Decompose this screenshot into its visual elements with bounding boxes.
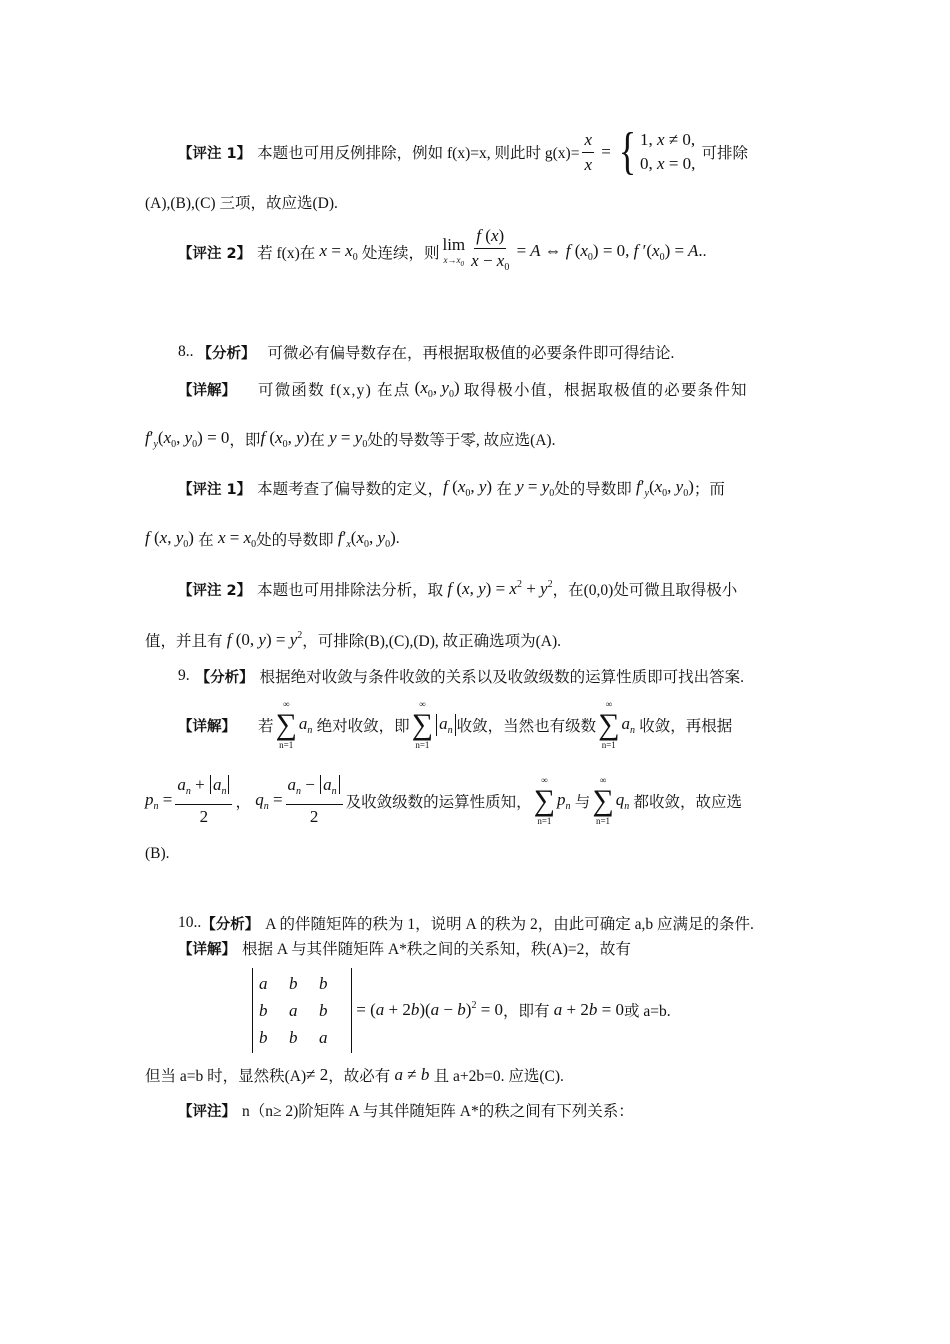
remark2-end: . — [702, 243, 707, 260]
q10-remark-text: n（n≥ 2)阶矩阵 A 与其伴随矩阵 A*的秩之间有下列关系： — [242, 1103, 634, 1120]
q8-remark2-text: 本题也可用排除法分析，取 — [257, 582, 444, 599]
remark1-text: 本题也可用反例排除，例如 f(x)=x, 则此时 g(x)= — [257, 145, 580, 162]
piecewise-cases: { 1, x ≠ 0, 0, x = 0, — [618, 123, 696, 180]
detail-label: 【详解】 — [178, 718, 236, 735]
q8-detail-text: 可微函数 f(x,y) 在点 — [258, 382, 411, 399]
remark-label: 【评注 1】 — [178, 145, 252, 162]
remark2-line: 【评注 2】 若 f(x)在 $x = x_0$ 处连续，则 lim $x\to x_0$ $\frac{f (x)}{x - x_0}$ = A ⇔ f $(x_0) = 0$, f $'(x_0) = A$. . — [178, 225, 707, 279]
det-entry: b — [289, 1027, 298, 1047]
q10-text: 或 a=b. — [623, 1003, 671, 1020]
q9-text: 收敛，当然也有级数 — [456, 718, 597, 735]
det-entry: b — [319, 973, 328, 993]
remark-label: 【评注】 — [178, 1103, 236, 1120]
analysis-label: 【分析】 — [201, 916, 260, 933]
det-entry: a — [289, 1000, 298, 1020]
q8-remark-text: 在 — [496, 481, 512, 498]
q8-remark1-line: 【评注 1】 本题考查了偏导数的定义， f ($x_0$, y) 在 $y = y_0$ 处的导数即 $f'_y(x_0$, $y_0$) ；而 — [178, 477, 725, 499]
q8-remark-text: . — [395, 530, 400, 547]
p-n-fraction: $\frac{a_n + a_n}{2}$ — [175, 774, 232, 828]
question-number: 10.. — [178, 914, 202, 931]
q8-remark2-text: ，在(0,0)处可微且取得极小 — [552, 582, 738, 599]
remark2-text: 若 f(x)在 — [257, 245, 316, 262]
q-n-fraction: $\frac{a_n - a_n}{2}$ — [286, 774, 343, 828]
sum-symbol: ∞ ∑ n=1 — [411, 699, 434, 750]
q9-text: 及收敛级数的运算性质知， — [345, 794, 532, 811]
q10-detail-cont: 但当 a=b 时，显然秩(A) ≠ 2 ，故必有 a ≠ b 且 a+2b=0. 应选(C). — [145, 1065, 564, 1085]
sum-symbol: ∞ ∑ n=1 — [533, 775, 556, 826]
detail-label: 【详解】 — [178, 382, 236, 399]
determinant — [252, 968, 352, 1053]
q10-analysis-line — [178, 911, 754, 935]
q10-text: 但当 a=b 时，显然秩(A) — [145, 1068, 307, 1085]
q9-analysis-line — [178, 664, 744, 688]
sum-symbol: ∞ ∑ n=1 — [275, 699, 297, 750]
remark1-cont-text: (A),(B),(C) 三项，故应选(D). — [145, 195, 338, 212]
q8-remark2-text: 值，并且有 — [145, 633, 223, 650]
q9-text: (B). — [145, 845, 170, 862]
q9-text: 若 — [258, 718, 274, 735]
q9-text: 绝对收敛，即 — [316, 718, 410, 735]
q8-remark2-text: ，可排除(B),(C),(D), 故正确选项为(A). — [302, 633, 561, 650]
det-entry: b — [289, 973, 298, 993]
q9-detail-cont: $p_n$ = $\frac{a_n + a_n}{2}$ ， $q_n$ = $\frac{a_n - a_n}{2}$ 及收敛级数的运算性质知， ∞ ∑ n=1 $p_n$ 与 ∞ ∑ n=1 $q_n$ 都收敛，故应选 — [145, 775, 742, 826]
remark-label: 【评注 1】 — [178, 481, 252, 498]
q9-analysis-text: 根据绝对收敛与条件收敛的关系以及收敛级数的运算性质即可找出答案. — [259, 669, 745, 686]
analysis-label: 【分析】 — [197, 345, 256, 362]
q9-text: ， — [235, 794, 251, 811]
q8-remark2-cont: 值，并且有 f (0, $y) = y^2$ ，可排除(B),(C),(D), 故正确选项为(A). — [145, 630, 561, 650]
q8-remark1-cont: f (x, $y_0$) 在 $x = x_0$ 处的导数即 $f'_x(x_0$, $y_0$) . — [145, 528, 400, 550]
q10-analysis-text: A 的伴随矩阵的秩为 1，说明 A 的秩为 2，由此可确定 a,b 应满足的条件. — [265, 916, 754, 933]
det-entry: b — [259, 1000, 268, 1020]
q8-remark-text: 处的导数即 — [554, 481, 632, 498]
q9-detail-line: 【详解】 若 ∞ ∑ n=1 $a_n$ 绝对收敛，即 ∞ ∑ n=1 $a_n$ 收敛，当然也有级数 ∞ ∑ n=1 $a_n$ 收敛，再根据 — [178, 699, 733, 750]
analysis-label: 【分析】 — [195, 669, 254, 686]
q8-text: ，即 — [229, 432, 261, 449]
q8-remark-text: ；而 — [693, 481, 725, 498]
q10-text: ，故必有 — [328, 1068, 391, 1085]
q8-remark-text: 本题考查了偏导数的定义， — [257, 481, 444, 498]
det-entry: b — [259, 1027, 268, 1047]
question-number: 9. — [178, 667, 190, 684]
q8-analysis-text: 可微必有偏导数存在，再根据取极值的必要条件即可得结论. — [267, 345, 675, 362]
q10-detail-line — [178, 936, 631, 960]
det-entry: a — [259, 973, 268, 993]
x-over-x-fraction: $\frac{x}{x}$ — [584, 129, 592, 174]
q9-detail-end — [145, 842, 170, 866]
q10-determinant-line: a b b b a b b b a = $(a + 2b)(a - b)^2 = 0$ ，即有 a + 2b = 0 或 a=b. — [252, 966, 671, 1054]
q9-text: 收敛，再根据 — [639, 718, 733, 735]
limit-operator: lim $x\to x_0$ — [442, 235, 466, 268]
q8-detail-cont: $f'_y(x_0$, $y_0) = 0$ ，即 f ($x_0$, y) 在 $y = y_0$ 处的导数等于零, 故应选(A). — [145, 428, 556, 450]
det-entry: b — [319, 1000, 328, 1020]
det-entry: a — [319, 1027, 328, 1047]
q8-text: 处的导数等于零, 故应选(A). — [367, 432, 556, 449]
q8-remark-text: 在 — [198, 532, 214, 549]
remark1-text-end: 可排除 — [701, 145, 748, 162]
q10-text: 根据 A 与其伴随矩阵 A*秩之间的关系知，秩(A)=2，故有 — [242, 941, 631, 958]
q8-analysis-line — [178, 340, 674, 364]
sum-symbol: ∞ ∑ n=1 — [598, 699, 620, 750]
q8-remark2-line: 【评注 2】 本题也可用排除法分析，取 f (x, $y) = x^2 + y^2$ ，在(0,0)处可微且取得极小 — [178, 579, 738, 599]
remark1-cont — [145, 190, 338, 214]
remark1-line: 【评注 1】 本题也可用反例排除，例如 f(x)=x, 则此时 g(x)= $\frac{x}{x}$ = { 1, x ≠ 0, 0, x = 0, 可排除 — [178, 123, 748, 180]
remark2-text-2: 处连续，则 — [361, 245, 440, 262]
q10-text: 且 a+2b=0. 应选(C). — [433, 1068, 564, 1085]
sum-symbol: ∞ ∑ n=1 — [592, 775, 614, 826]
remark-label: 【评注 2】 — [178, 245, 252, 262]
q9-text: 与 — [574, 794, 591, 811]
q8-detail-text-2: 取得极小值，根据取极值的必要条件知 — [463, 382, 748, 399]
q8-detail-line: 【详解】 可微函数 f(x,y) 在点 ($x_0$, $y_0$) 取得极小值，根据取极值的必要条件知 — [178, 378, 748, 400]
q8-remark-text: 处的导数即 — [256, 532, 334, 549]
limit-fraction: $\frac{f (x)}{x - x_0}$ — [471, 226, 510, 273]
q9-text: 都收敛，故应选 — [633, 794, 742, 811]
detail-label: 【详解】 — [178, 941, 236, 958]
remark-label: 【评注 2】 — [178, 582, 252, 599]
q8-text: 在 — [309, 432, 325, 449]
q10-remark-line — [178, 1098, 634, 1122]
question-number: 8.. — [178, 343, 194, 360]
q10-text: ，即有 — [503, 1003, 550, 1020]
